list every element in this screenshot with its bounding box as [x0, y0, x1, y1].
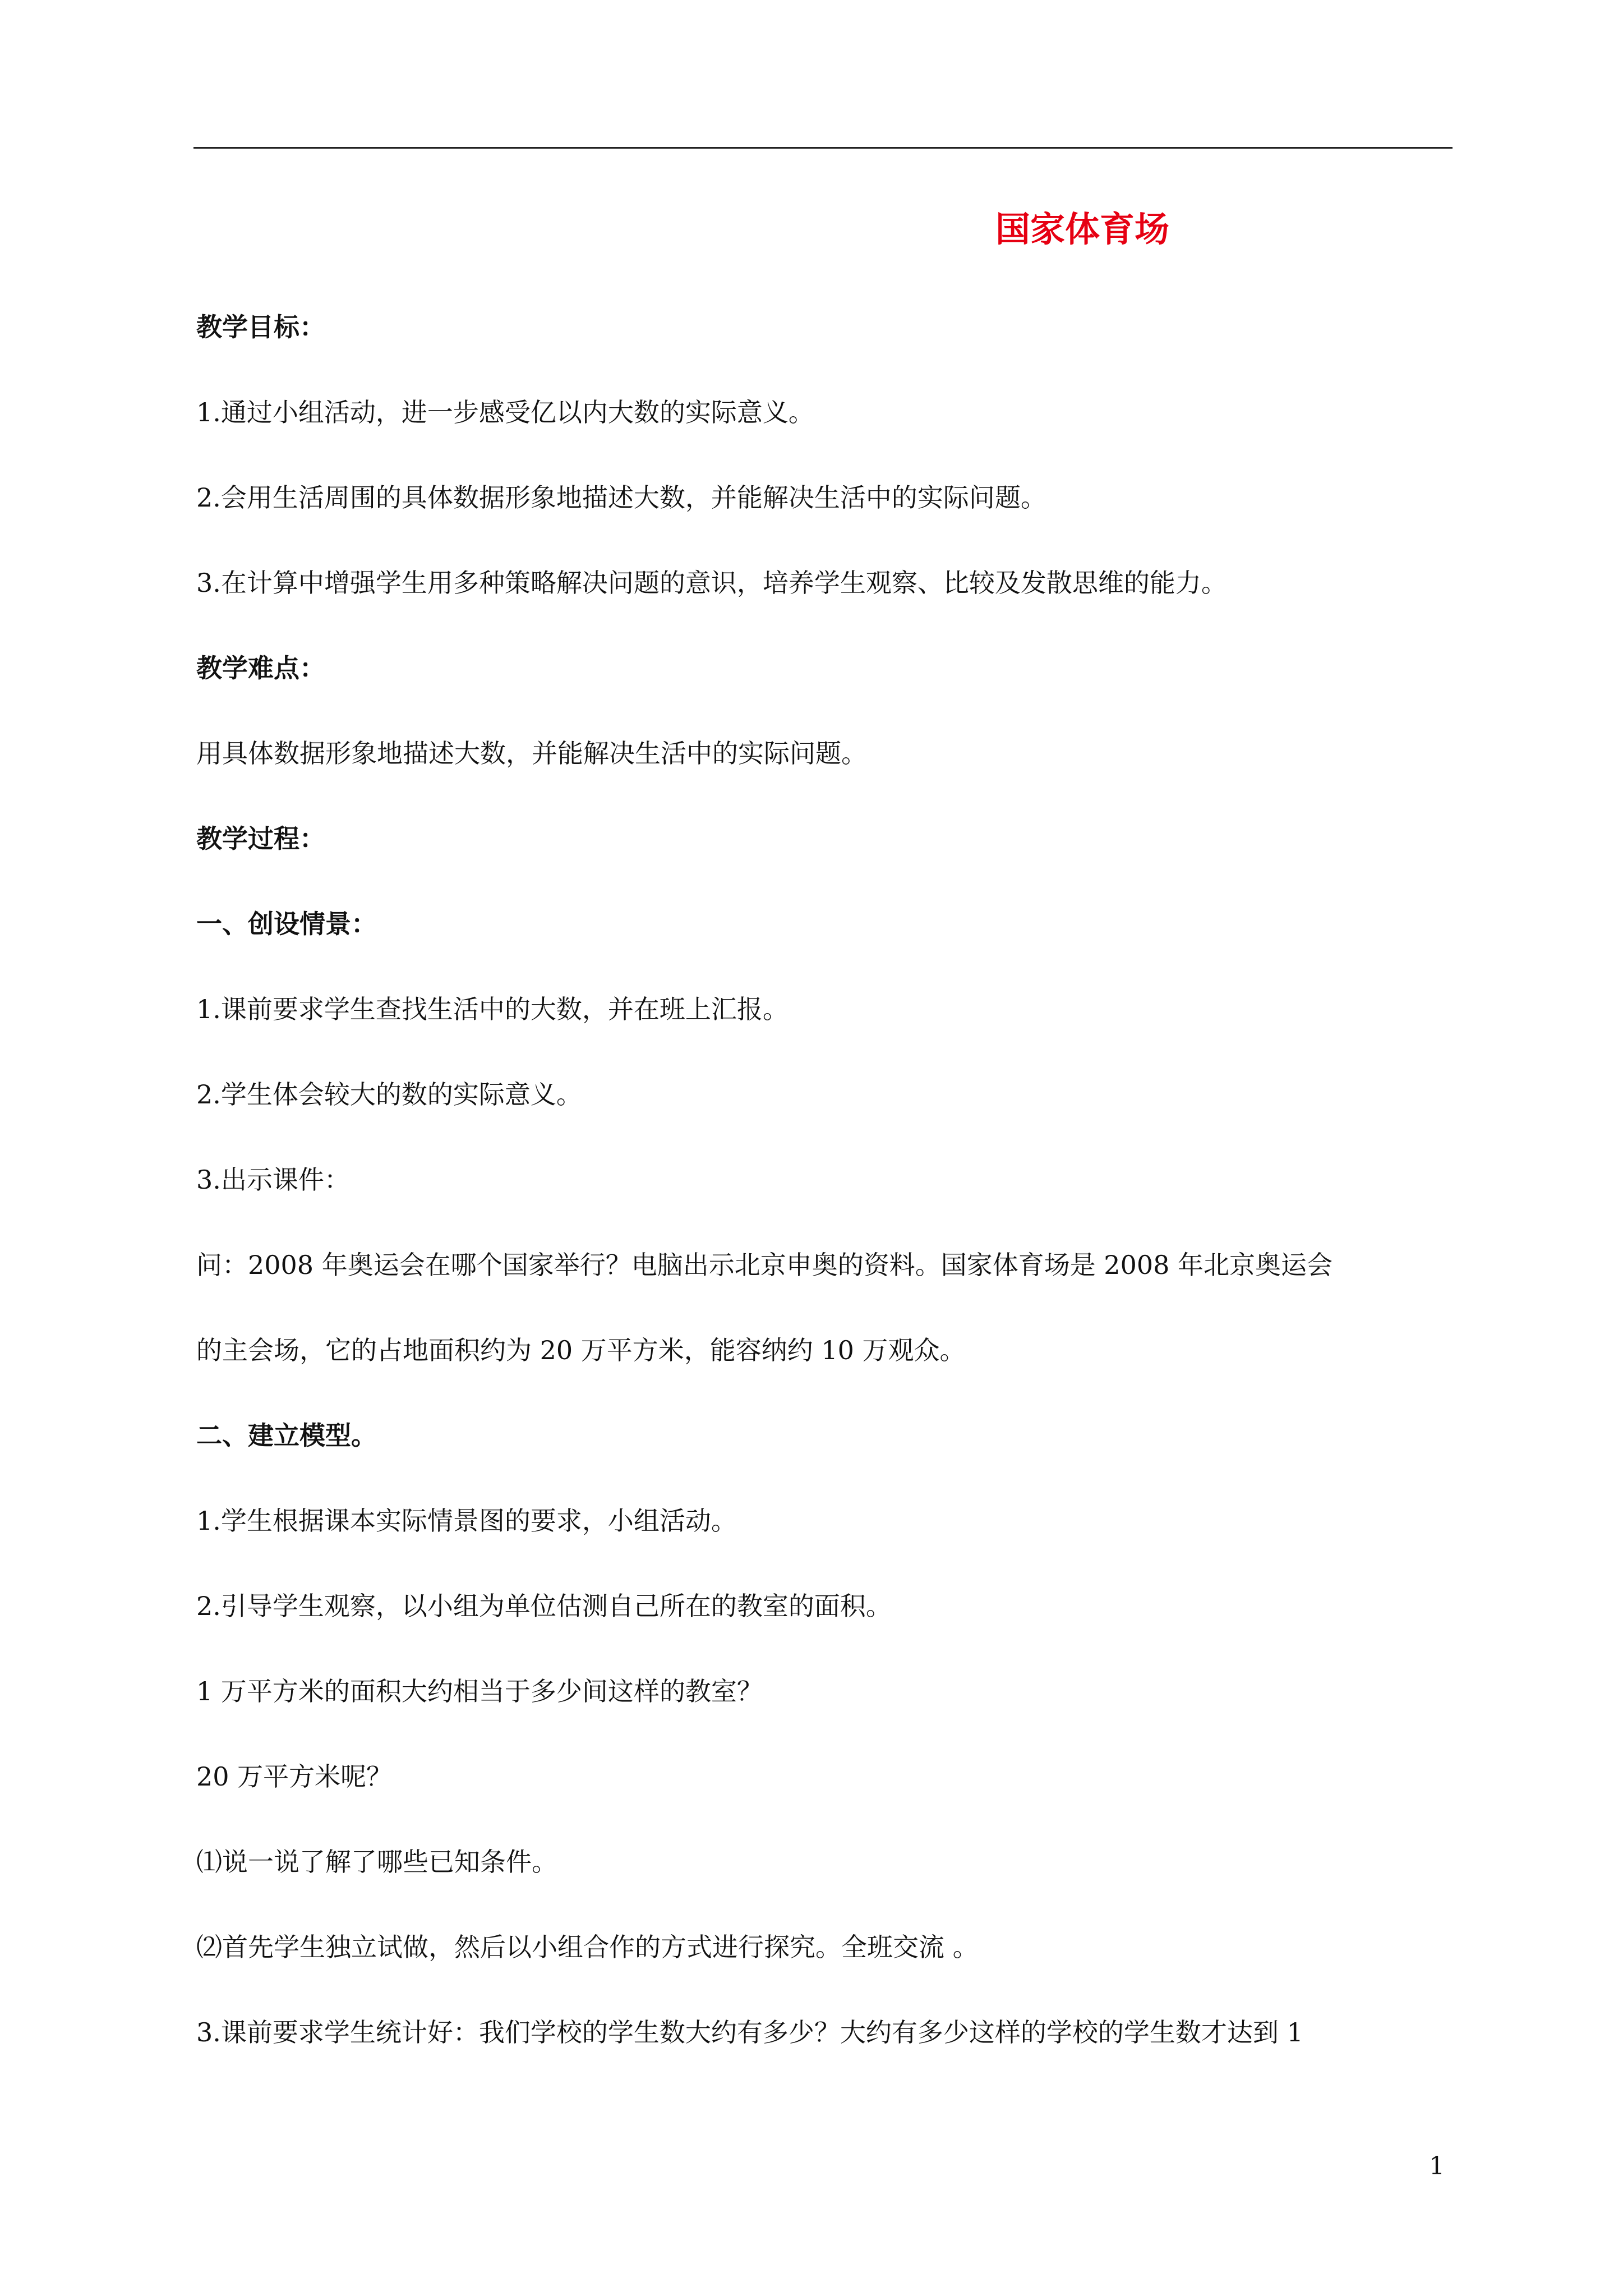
part2-question-1: 1 万平方米的面积大约相当于多少间这样的教室？ — [196, 1676, 763, 1706]
part2-question-2: 20 万平方米呢？ — [196, 1761, 393, 1792]
part1-item-3: 3.出示课件： — [196, 1165, 350, 1195]
part2-item-2: 2.引导学生观察，以小组为单位估测自己所在的教室的面积。 — [196, 1591, 892, 1621]
goals-heading: 教学目标： — [196, 312, 325, 342]
part1-question-line-1: 问：2008 年奥运会在哪个国家举行？电脑出示北京申奥的资料。国家体育场是 2008 年北京奥运会 — [196, 1250, 1332, 1280]
difficulty-text: 用具体数据形象地描述大数，并能解决生活中的实际问题。 — [196, 738, 867, 769]
goal-1: 1.通过小组活动，进一步感受亿以内大数的实际意义。 — [196, 397, 814, 427]
process-heading: 教学过程： — [196, 823, 325, 854]
part1-heading: 一、创设情景： — [196, 909, 377, 939]
part2-item-1: 1.学生根据课本实际情景图的要求，小组活动。 — [196, 1506, 737, 1536]
header-rule — [193, 147, 1453, 149]
difficulty-heading: 教学难点： — [196, 653, 325, 683]
part2-heading: 二、建立模型。 — [196, 1420, 377, 1451]
document-title: 国家体育场 — [995, 209, 1169, 250]
goal-3: 3.在计算中增强学生用多种策略解决问题的意识，培养学生观察、比较及发散思维的能力。 — [196, 568, 1227, 598]
part1-item-2: 2.学生体会较大的数的实际意义。 — [196, 1079, 582, 1110]
page-number: 1 — [1429, 2152, 1445, 2180]
part2-item-3: 3.课前要求学生统计好：我们学校的学生数大约有多少？大约有多少这样的学校的学生数才达到 1 — [196, 2017, 1303, 2047]
part2-sub-1: ⑴说一说了解了哪些已知条件。 — [196, 1847, 557, 1877]
part2-sub-2: ⑵首先学生独立试做，然后以小组合作的方式进行探究。全班交流 。 — [196, 1932, 979, 1962]
part1-item-1: 1.课前要求学生查找生活中的大数，并在班上汇报。 — [196, 994, 789, 1024]
goal-2: 2.会用生活周围的具体数据形象地描述大数，并能解决生活中的实际问题。 — [196, 482, 1046, 513]
part1-question-line-2: 的主会场，它的占地面积约为 20 万平方米，能容纳约 10 万观众。 — [196, 1335, 966, 1365]
